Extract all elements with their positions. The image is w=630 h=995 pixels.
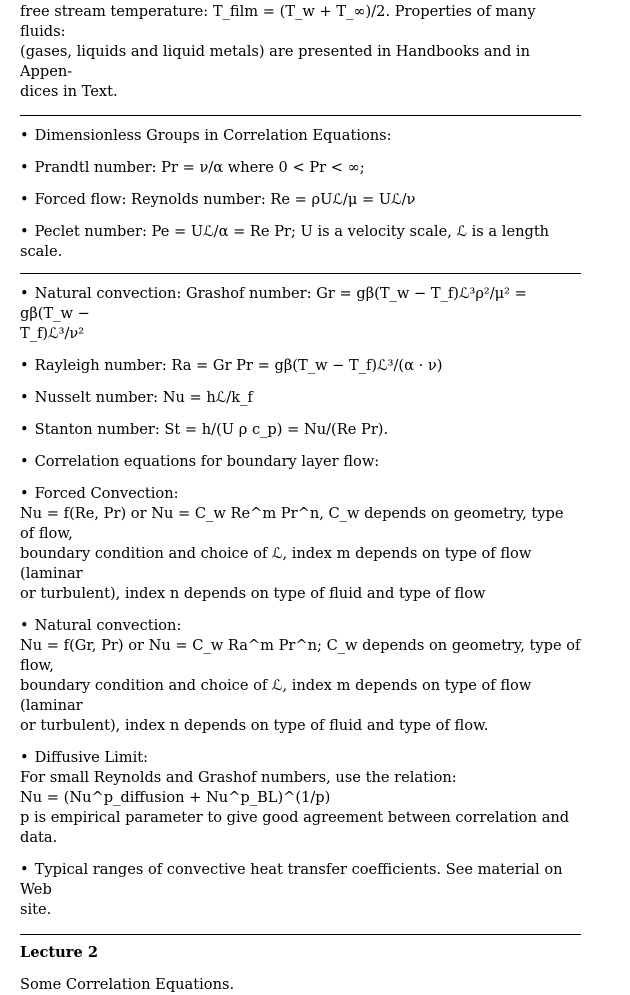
peclet-item: • Peclet number: Pe = Uℒ/α = Re Pr; U is a velocity scale, ℒ is a length scale. (20, 222, 581, 262)
grashof-line-2: T_f)ℒ³/ν² (20, 325, 85, 342)
diffusive-limit-section (20, 748, 581, 848)
stanton-item: • Stanton number: St = h/(U ρ c_p) = Nu/(Re Pr). (20, 420, 581, 440)
intro-line-1: free stream temperature: T_film = (T_w + T_∞)/2. Properties of many fluids: (20, 3, 536, 40)
intro-line-2: (gases, liquids and liquid metals) are presented in Handbooks and in Appen- (20, 43, 530, 80)
intro-paragraph (20, 2, 581, 102)
natural-convection-line-1: Nu = f(Gr, Pr) or Nu = C_w Ra^m Pr^n; C_w depends on geometry, type of flow, (20, 637, 581, 674)
forced-convection-line-3: or turbulent), index n depends on type of fluid and type of flow (20, 585, 486, 602)
ranges-line-1: • Typical ranges of convective heat transfer coefficients. See material on Web (20, 860, 581, 900)
forced-convection-line-1: Nu = f(Re, Pr) or Nu = C_w Re^m Pr^n, C_w depends on geometry, type of flow, (20, 505, 564, 542)
lecture-title: Lecture 2 (20, 944, 98, 961)
forced-convection-line-2: boundary condition and choice of ℒ, index m depends on type of flow (laminar (20, 545, 532, 582)
ranges-line-2: site. (20, 901, 52, 918)
natural-convection-line-3: or turbulent), index n depends on type of fluid and type of flow. (20, 717, 489, 734)
forced-convection-heading: • Forced Convection: (20, 484, 581, 504)
natural-convection-section (20, 616, 581, 736)
correlation-heading: • Correlation equations for boundary layer flow: (20, 452, 581, 472)
diffusive-limit-equation: Nu = (Nu^p_diffusion + Nu^p_BL)^(1/p) (20, 789, 331, 806)
document-page (20, 2, 581, 995)
natural-convection-heading: • Natural convection: (20, 616, 581, 636)
ranges-item (20, 860, 581, 920)
grashof-item (20, 284, 581, 344)
prandtl-item: • Prandtl number: Pr = ν/α where 0 < Pr < ∞; (20, 158, 581, 178)
rayleigh-item: • Rayleigh number: Ra = Gr Pr = gβ(T_w − T_f)ℒ³/(α · ν) (20, 356, 581, 376)
lecture-subtitle: Some Correlation Equations. (20, 976, 235, 993)
diffusive-limit-line-3: p is empirical parameter to give good agreement between correlation and data. (20, 809, 570, 846)
forced-convection-section (20, 484, 581, 604)
natural-convection-line-2: boundary condition and choice of ℒ, index m depends on type of flow (laminar (20, 677, 532, 714)
diffusive-limit-line-1: For small Reynolds and Grashof numbers, use the relation: (20, 769, 457, 786)
intro-line-3: dices in Text. (20, 83, 118, 100)
dimensionless-groups-heading: • Dimensionless Groups in Correlation Equations: (20, 126, 581, 146)
nusselt-item: • Nusselt number: Nu = hℒ/k_f (20, 388, 581, 408)
grashof-line-1: • Natural convection: Grashof number: Gr = gβ(T_w − T_f)ℒ³ρ²/μ² = gβ(T_w − (20, 284, 581, 324)
reynolds-item: • Forced flow: Reynolds number: Re = ρUℒ/μ = Uℒ/ν (20, 190, 581, 210)
diffusive-limit-heading: • Diffusive Limit: (20, 748, 581, 768)
